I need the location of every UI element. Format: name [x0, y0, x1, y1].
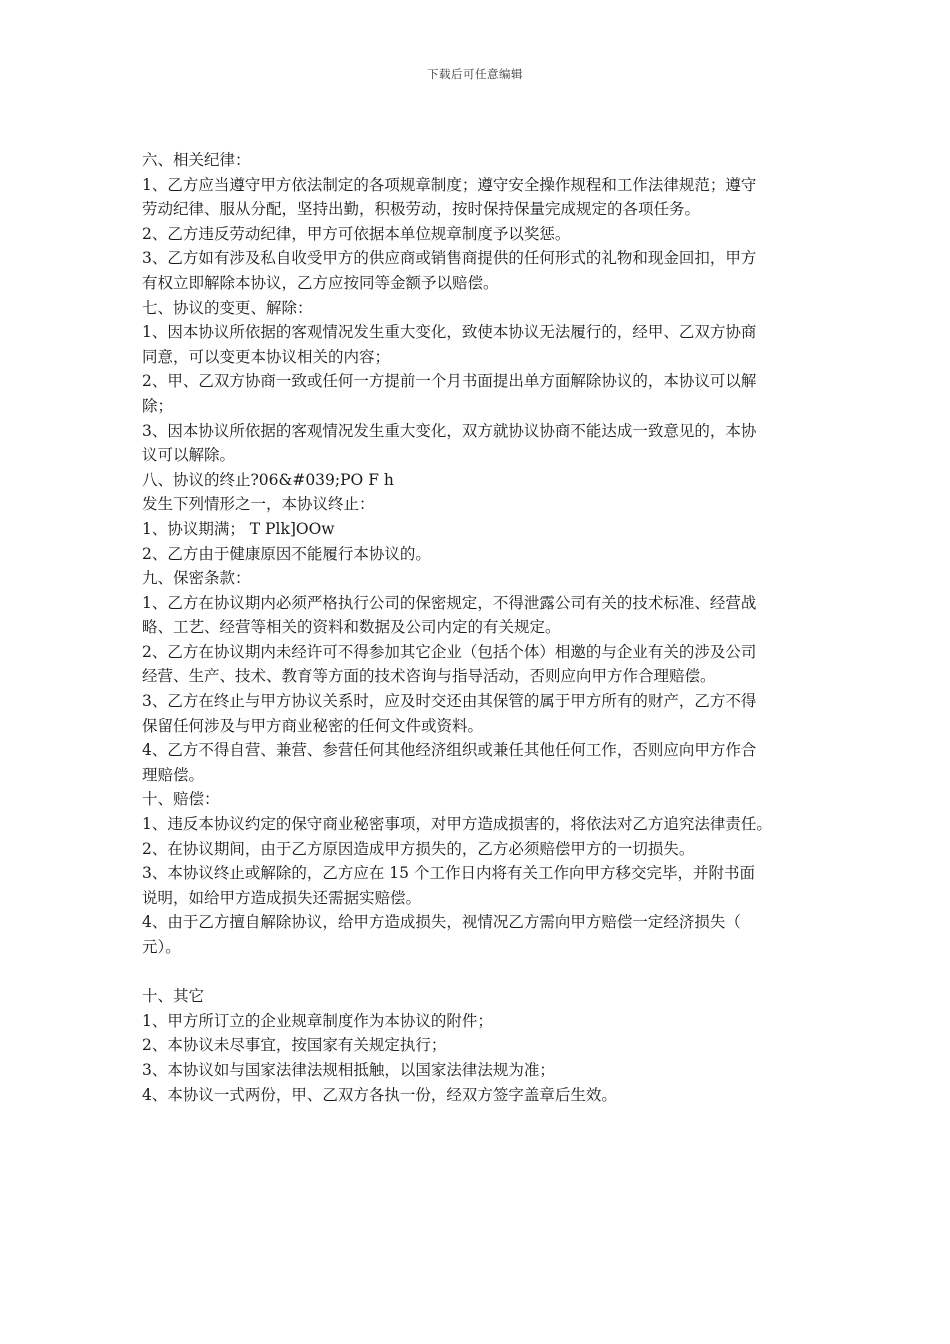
text-line: 议可以解除。: [142, 446, 236, 465]
text-line: 1、协议期满； T Plk]OOw: [142, 519, 335, 538]
text-line: 1、乙方应当遵守甲方依法制定的各项规章制度；遵守安全操作规程和工作法律规范；遵守: [142, 175, 757, 194]
text-line: 2、乙方违反劳动纪律，甲方可依据本单位规章制度予以奖惩。: [142, 224, 571, 243]
text-line: 3、乙方在终止与甲方协议关系时，应及时交还由其保管的属于甲方所有的财产，乙方不得: [142, 692, 757, 711]
text-line: 4、本协议一式两份，甲、乙双方各执一份，经双方签字盖章后生效。: [142, 1085, 617, 1104]
text-line: 2、在协议期间，由于乙方原因造成甲方损失的，乙方必须赔偿甲方的一切损失。: [142, 839, 695, 858]
text-line: 除；: [142, 396, 174, 415]
text-line: 2、甲、乙双方协商一致或任何一方提前一个月书面提出单方面解除协议的，本协议可以解: [142, 372, 757, 391]
text-line: 略、工艺、经营等相关的资料和数据及公司内定的有关规定。: [142, 618, 561, 637]
text-line: 1、违反本协议约定的保守商业秘密事项，对甲方造成损害的，将依法对乙方追究法律责任。: [142, 815, 772, 834]
text-line: 十、赔偿：: [142, 790, 220, 809]
document-body: [142, 148, 818, 1107]
text-line: 4、乙方不得自营、兼营、参营任何其他经济组织或兼任其他任何工作，否则应向甲方作合: [142, 741, 757, 760]
text-line: 理赔偿。: [142, 765, 205, 784]
blank-line: [142, 960, 818, 985]
text-line: 元）。: [142, 938, 181, 956]
text-line: 1、甲方所订立的企业规章制度作为本协议的附件；: [142, 1011, 493, 1030]
text-line: 3、乙方如有涉及私自收受甲方的供应商或销售商提供的任何形式的礼物和现金回扣，甲方: [142, 249, 757, 268]
text-line: 1、因本协议所依据的客观情况发生重大变化，致使本协议无法履行的，经甲、乙双方协商: [142, 323, 757, 342]
text-line: 八、协议的终止?06&#039;PO F h: [142, 470, 394, 489]
page-header: 下载后可任意编辑: [427, 67, 523, 81]
text-line: 3、本协议终止或解除的，乙方应在 15 个工作日内将有关工作向甲方移交完毕，并附书面: [142, 864, 755, 883]
text-line: 3、因本协议所依据的客观情况发生重大变化，双方就协议协商不能达成一致意见的，本协: [142, 421, 757, 440]
text-line: 保留任何涉及与甲方商业秘密的任何文件或资料。: [142, 716, 484, 735]
text-line: 2、本协议未尽事宜，按国家有关规定执行；: [142, 1036, 447, 1055]
text-line: 九、保密条款：: [142, 569, 251, 588]
text-line: 七、协议的变更、解除：: [142, 298, 313, 317]
text-line: 说明，如给甲方造成损失还需据实赔偿。: [142, 888, 422, 907]
text-line: 1、乙方在协议期内必须严格执行公司的保密规定，不得泄露公司有关的技术标准、经营战: [142, 593, 757, 612]
text-line: 十、其它: [142, 987, 205, 1006]
text-line: 3、本协议如与国家法律法规相抵触，以国家法律法规为准；: [142, 1060, 555, 1079]
text-line: 六、相关纪律：: [142, 151, 251, 169]
text-line: 发生下列情形之一，本协议终止：: [142, 495, 375, 514]
text-line: 2、乙方由于健康原因不能履行本协议的。: [142, 544, 431, 563]
text-line: 同意，可以变更本协议相关的内容；: [142, 347, 391, 366]
text-line: 劳动纪律、服从分配，坚持出勤，积极劳动，按时保持保量完成规定的各项任务。: [142, 200, 701, 219]
text-line: 2、乙方在协议期内未经许可不得参加其它企业（包括个体）相邀的与企业有关的涉及公司: [142, 642, 757, 661]
text-line: 4、由于乙方擅自解除协议，给甲方造成损失，视情况乙方需向甲方赔偿一定经济损失（: [142, 913, 741, 932]
text-line: 有权立即解除本协议，乙方应按同等金额予以赔偿。: [142, 273, 499, 292]
text-line: 经营、生产、技术、教育等方面的技术咨询与指导活动，否则应向甲方作合理赔偿。: [142, 667, 716, 686]
